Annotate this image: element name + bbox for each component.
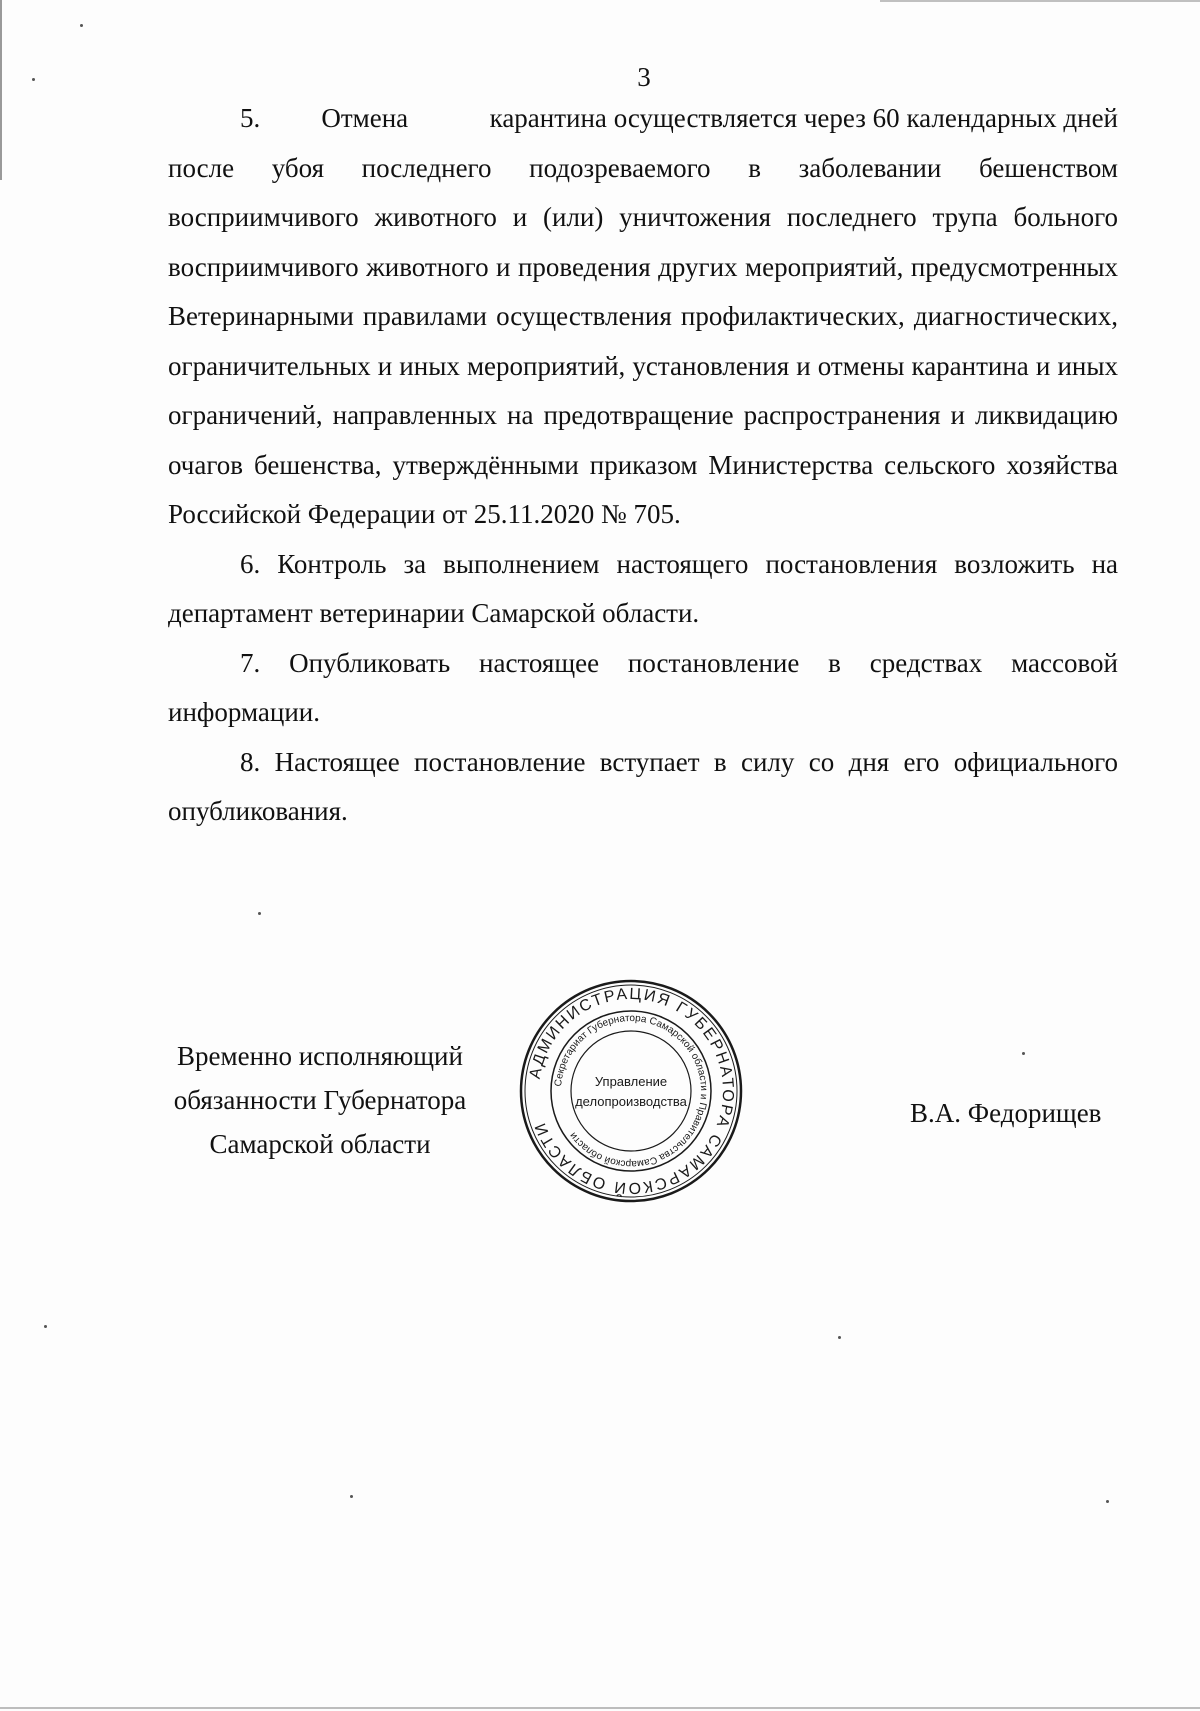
seal-center-line-1: Управление (594, 1074, 668, 1089)
paragraph-7: 7. Опубликовать настоящее постановление в средствах массовой информации. (168, 647, 1118, 727)
scan-speck (258, 912, 261, 915)
scan-speck (1106, 1500, 1109, 1503)
scan-edge-bottom (0, 1707, 1200, 1709)
scan-speck (80, 24, 83, 27)
paragraph-6: 6. Контроль за выполнением настоящего постановления возложить на департамент ветеринарии Самарской области. (168, 548, 1118, 628)
document-body (168, 94, 1118, 837)
seal-inner-border (571, 1031, 691, 1151)
scan-speck (350, 1495, 353, 1498)
seal-graphic (518, 978, 744, 1204)
official-seal-stamp (518, 978, 744, 1204)
signer-position (150, 1034, 490, 1166)
page-number: 3 (637, 62, 651, 92)
signer-name: В.А. Федорищев (910, 1098, 1102, 1128)
seal-outer-text: АДМИНИСТРАЦИЯ ГУБЕРНАТОРА САМАРСКОЙ ОБЛАСТИ (526, 985, 737, 1197)
signer-position-line: Временно исполняющий (177, 1041, 463, 1071)
seal-middle-border (551, 1011, 711, 1171)
scan-edge-top (880, 0, 1200, 2)
scan-speck (838, 1336, 841, 1339)
paragraph-5: 5. Отмена карантина осуществляется через 60 календарных дней после убоя последнего подозреваемого в заболевании бешенством восприимчивого животного и (или) уничтожения последнего трупа больного восприимчивого животного и проведения других мероприятий, предусмотренных Ветеринарными правилами осуществления профилактических, диагностических, ограничительных и иных мероприятий, установления и отмены карантина и иных ограничений, направленных на предотвращение распространения и ликвидацию очагов бешенства, утверждёнными приказом Министерства сельского хозяйства Российской Федерации от 25.11.2020 № 705. (168, 103, 1118, 529)
scan-speck (1022, 1052, 1025, 1055)
seal-center-line-2: делопроизводства (575, 1094, 687, 1109)
signer-position-line: Самарской области (209, 1129, 431, 1159)
seal-inner-text: Секретариат Губернатора Самарской области и Правительства Самарской области (553, 1012, 710, 1170)
paragraph-8: 8. Настоящее постановление вступает в силу со дня его официального опубликования. (168, 746, 1118, 826)
scan-speck (44, 1325, 47, 1328)
scan-speck (32, 78, 35, 81)
signer-position-line: обязанности Губернатора (173, 1085, 467, 1115)
